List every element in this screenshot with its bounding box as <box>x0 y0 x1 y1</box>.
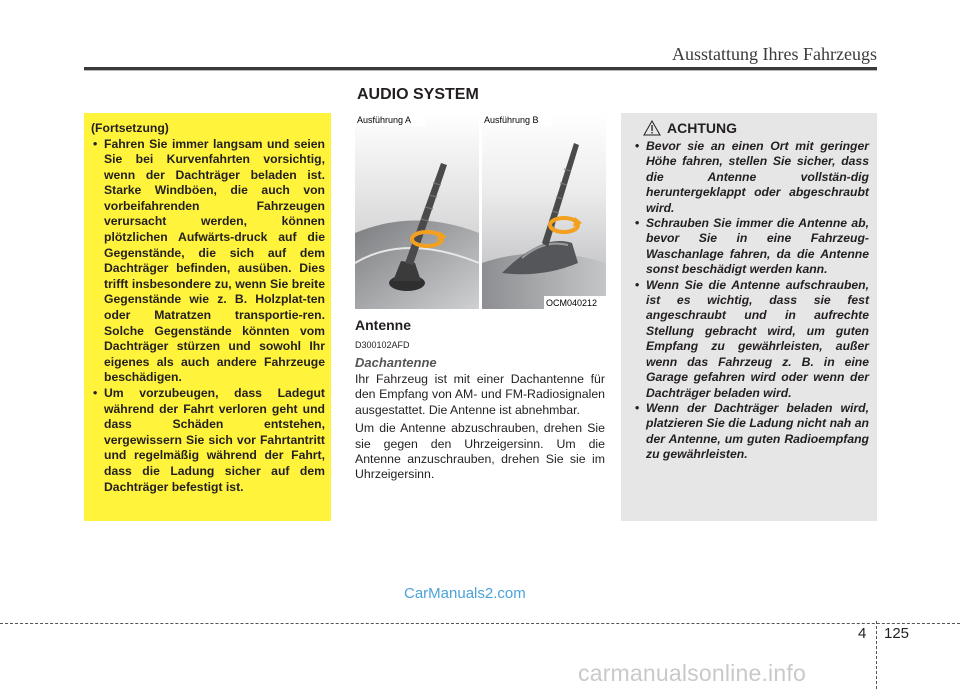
chapter-title: Ausstattung Ihres Fahrzeugs <box>672 44 877 64</box>
figure-label-a: Ausführung A <box>357 115 412 125</box>
footer-rule <box>0 623 960 624</box>
paragraph: Um die Antenne abzuschrauben, drehen Sie sie gegen den Uhrzeigersinn. Um die Antenne anzuschrauben, drehen Sie sie im Uhrzeigersinn. <box>355 421 605 482</box>
caution-item: • Schrauben Sie immer die Antenne ab, bevor Sie in eine Fahrzeug-Waschanlage fahren, da die Antenne sonst beschädigt werden kann. <box>635 216 869 277</box>
caution-item: • Wenn Sie die Antenne aufschrauben, ist es wichtig, dass sie fest angeschraubt und in aufrechte Stellung gebracht wird, um guten Empfang zu gewährleisten, außer wenn das Fahrzeug z. B. in eine Garage gefahren wird oder wenn der Dachträger beladen wird. <box>635 277 869 400</box>
continuation-label: (Fortsetzung) <box>91 121 169 135</box>
caution-item: • Wenn der Dachträger beladen wird, platzieren Sie die Ladung nicht nah an der Antenne, um guten Radioempfang zu gewährleisten. <box>635 400 869 462</box>
caution-header <box>643 120 869 136</box>
bullet-icon: • <box>93 386 98 400</box>
watermark: CarManuals2.com <box>404 585 526 602</box>
warning-item: • Fahren Sie immer langsam und seien Sie bei Kurvenfahrten vorsichtig, wenn der Dachträger beladen ist. Starke Windböen, die auch von vorbeifahrenden Fahrzeugen verursacht werden, können plötzlichen Aufwärts-druck auf die Gegenstände, die sich auf dem Dachträger befinden, ausüben. Dies trifft insbesondere zu, wenn Sie breite Gegenstände wie z. B. Holzplat-ten oder Matratzen transportie-ren. Solche Gegenstände könnten vom Dachträger stürzen und sowohl Ihr eigenes als auch andere Fahrzeuge beschädigen. <box>93 136 325 385</box>
bullet-icon: • <box>635 400 640 415</box>
antenna-type-b-illustration <box>482 113 606 309</box>
section-heading: AUDIO SYSTEM <box>357 86 479 103</box>
warning-triangle-icon <box>643 120 661 136</box>
bullet-icon: • <box>635 216 640 231</box>
header-rule-light <box>84 70 877 71</box>
figure-label-b: Ausführung B <box>484 115 539 125</box>
antenne-subheading: Dachantenne <box>355 355 437 370</box>
caution-list <box>629 139 869 463</box>
caution-item: • Bevor sie an einen Ort mit geringer Höhe fahren, stellen Sie sicher, dass die Antenne vollstän-dig heruntergeklappt oder abgeschraubt wird. <box>635 139 869 215</box>
bullet-icon: • <box>635 277 640 292</box>
site-watermark: carmanualsonline.info <box>578 660 806 686</box>
antenne-heading: Antenne <box>355 317 411 333</box>
bullet-icon: • <box>635 139 640 153</box>
warning-list <box>91 137 325 496</box>
content-code: D300102AFD <box>355 340 410 350</box>
chapter-number: 4 <box>858 625 867 642</box>
warning-item: • Um vorzubeugen, dass Ladegut während der Fahrt verloren geht und dass Schäden entstehen, vergewissern Sie sich vor Fahrtantritt und regelmäßig während der Fahrt, dass die Ladung sicher auf dem Dachträger befestigt ist. <box>93 386 325 494</box>
figure-code: OCM040212 <box>546 298 598 308</box>
antenna-figure <box>355 113 606 309</box>
warning-box <box>84 113 331 521</box>
antenne-body <box>355 372 605 486</box>
page-number-separator <box>876 621 878 689</box>
caution-box <box>621 113 877 521</box>
caution-title: ACHTUNG <box>667 120 737 136</box>
page-number: 125 <box>884 625 910 642</box>
paragraph: Ihr Fahrzeug ist mit einer Dachantenne für den Empfang von AM- und FM-Radiosignalen ausgestattet. Die Antenne ist abnehmbar. <box>355 372 605 417</box>
bullet-icon: • <box>93 136 98 151</box>
antenna-type-a-illustration <box>355 113 479 309</box>
